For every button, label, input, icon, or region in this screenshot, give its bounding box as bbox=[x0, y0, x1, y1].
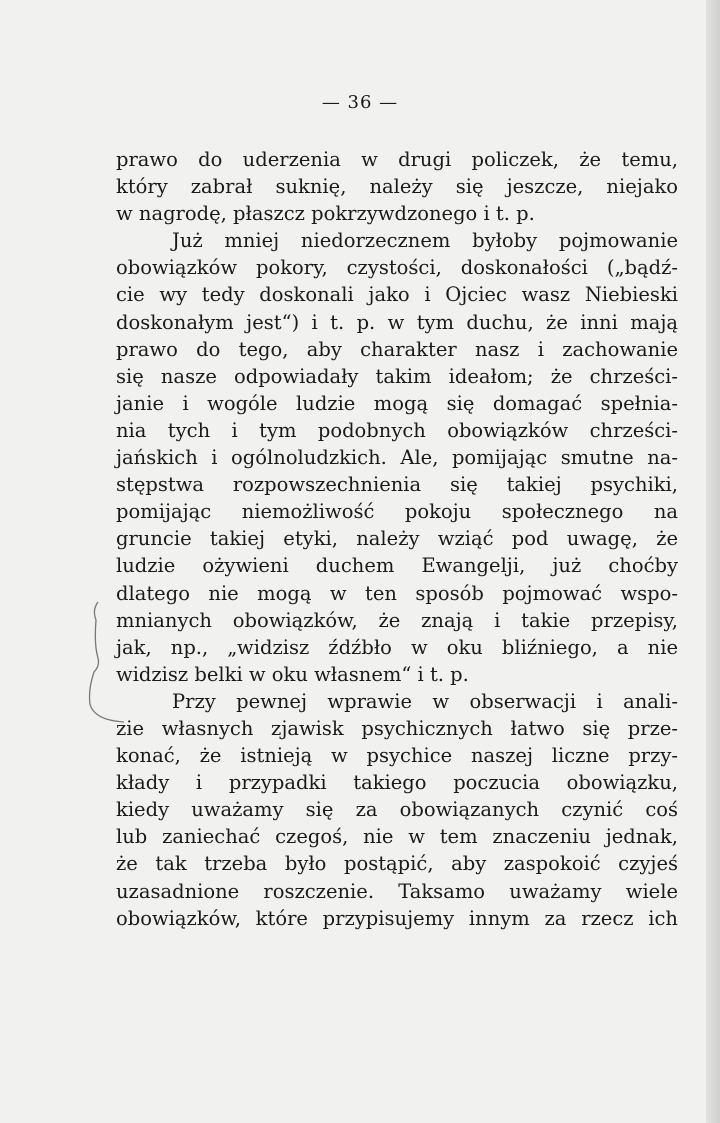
text-line: w nagrodę, płaszcz pokrzywdzonego i t. p. bbox=[116, 202, 535, 226]
text-line: dlatego nie mogą w ten sposób pojmować wspo- bbox=[116, 581, 678, 605]
text-line: konać, że istnieją w psychice naszej liczne przy- bbox=[116, 744, 678, 768]
text-line: widzisz belki w oku własnem“ i t. p. bbox=[116, 662, 469, 686]
text-line: Już mniej niedorzecznem byłoby pojmowanie bbox=[172, 229, 678, 253]
text-line: prawo do tego, aby charakter nasz i zachowanie bbox=[116, 337, 678, 361]
body-text bbox=[116, 146, 678, 932]
text-line: pomijając niemożliwość pokoju społecznego na bbox=[116, 500, 678, 524]
text-line: obowiązków, które przypisujemy innym za rzecz ich bbox=[116, 906, 678, 930]
text-line: uzasadnione roszczenie. Taksamo uważamy wiele bbox=[116, 879, 678, 903]
text-line: zie własnych zjawisk psychicznych łatwo się prze- bbox=[116, 716, 678, 740]
text-line: cie wy tedy doskonali jako i Ojciec wasz Niebieski bbox=[116, 283, 678, 307]
text-line: mnianych obowiązków, że znają i takie przepisy, bbox=[116, 608, 678, 632]
text-line: się nasze odpowiadały takim ideałom; że chrześci- bbox=[116, 364, 678, 388]
text-line: ludzie ożywieni duchem Ewangelji, już choćby bbox=[116, 554, 678, 578]
page-number: — 36 — bbox=[321, 92, 399, 113]
text-line: jak, np., „widzisz źdźbło w oku bliźniego, a nie bbox=[116, 635, 678, 659]
text-line: który zabrał suknię, należy się jeszcze, niejako bbox=[116, 175, 678, 199]
text-line: doskonałym jest“) i t. p. w tym duchu, że inni mają bbox=[116, 310, 678, 334]
text-line: jańskich i ogólnoludzkich. Ale, pomijając smutne na- bbox=[116, 446, 678, 470]
text-line: lub zaniechać czegoś, nie w tem znaczeniu jednak, bbox=[116, 825, 678, 849]
text-line: janie i wogóle ludzie mogą się domagać spełnia- bbox=[116, 391, 678, 415]
page-edge-shadow bbox=[706, 0, 720, 1123]
text-line: Przy pewnej wprawie w obserwacji i anali- bbox=[172, 689, 678, 713]
text-line: nia tych i tym podobnych obowiązków chrześci- bbox=[116, 418, 678, 442]
text-line: obowiązków pokory, czystości, doskonałości („bądź- bbox=[116, 256, 678, 280]
text-line: stępstwa rozpowszechnienia się takiej psychiki, bbox=[116, 473, 678, 497]
text-line: że tak trzeba było postąpić, aby zaspokoić czyjeś bbox=[116, 852, 678, 876]
text-line: kiedy uważamy się za obowiązanych czynić coś bbox=[116, 798, 678, 822]
text-line: kłady i przypadki takiego poczucia obowiązku, bbox=[116, 771, 678, 795]
text-line: gruncie takiej etyki, należy wziąć pod uwagę, że bbox=[116, 527, 678, 551]
text-line: prawo do uderzenia w drugi policzek, że temu, bbox=[116, 148, 678, 171]
